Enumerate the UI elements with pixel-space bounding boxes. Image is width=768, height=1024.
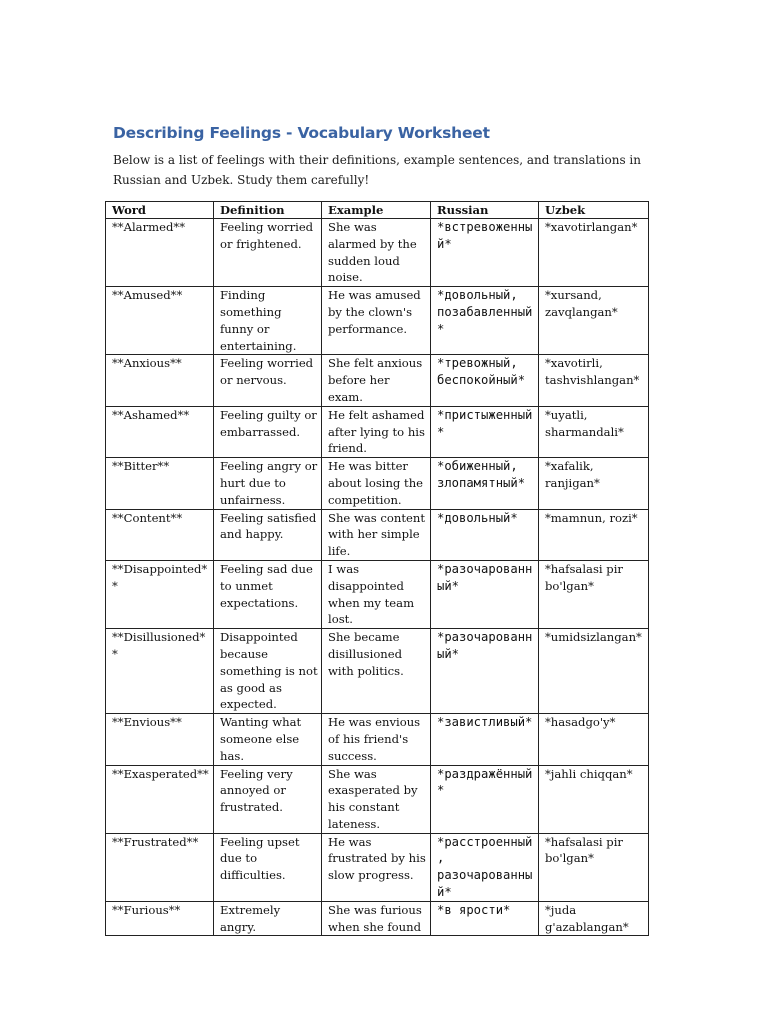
- example-cell: She was furious when she found: [322, 901, 431, 936]
- table-row: [106, 509, 649, 560]
- definition-cell: Feeling satisfied and happy.: [214, 509, 322, 560]
- uzbek-cell: *hafsalasi pir bo'lgan*: [539, 833, 649, 901]
- word-cell: **Alarmed**: [106, 219, 214, 287]
- example-cell: He felt ashamed after lying to his friend.: [322, 406, 431, 457]
- word-cell: **Anxious**: [106, 355, 214, 406]
- table-row: [106, 765, 649, 833]
- example-cell: He was envious of his friend's success.: [322, 714, 431, 765]
- russian-cell: *довольный, позабавленный*: [431, 287, 539, 355]
- header-russian: Russian: [431, 202, 539, 219]
- definition-cell: Disappointed because something is not as good as expected.: [214, 629, 322, 714]
- uzbek-cell: *hafsalasi pir bo'lgan*: [539, 560, 649, 628]
- worksheet-title: Describing Feelings - Vocabulary Worksheet: [113, 124, 490, 142]
- definition-cell: Feeling worried or nervous.: [214, 355, 322, 406]
- intro-text: Below is a list of feelings with their definitions, example sentences, and translations in Russian and Uzbek. Study them carefully!: [113, 153, 641, 187]
- definition-cell: Feeling very annoyed or frustrated.: [214, 765, 322, 833]
- example-cell: She became disillusioned with politics.: [322, 629, 431, 714]
- example-cell: She was exasperated by his constant lateness.: [322, 765, 431, 833]
- table-row: [106, 355, 649, 406]
- russian-cell: *разочарованный*: [431, 629, 539, 714]
- definition-cell: Feeling guilty or embarrassed.: [214, 406, 322, 457]
- uzbek-cell: *hasadgo'y*: [539, 714, 649, 765]
- uzbek-cell: *xursand, zavqlangan*: [539, 287, 649, 355]
- russian-cell: *раздражённый*: [431, 765, 539, 833]
- russian-cell: *в ярости*: [431, 901, 539, 936]
- russian-cell: *встревоженный*: [431, 219, 539, 287]
- word-cell: **Disillusioned**: [106, 629, 214, 714]
- example-cell: She was alarmed by the sudden loud noise.: [322, 219, 431, 287]
- header-uzbek: Uzbek: [539, 202, 649, 219]
- uzbek-cell: *jahli chiqqan*: [539, 765, 649, 833]
- definition-cell: Feeling sad due to unmet expectations.: [214, 560, 322, 628]
- russian-cell: *разочарованный*: [431, 560, 539, 628]
- header-word: Word: [106, 202, 214, 219]
- word-cell: **Content**: [106, 509, 214, 560]
- example-cell: She felt anxious before her exam.: [322, 355, 431, 406]
- word-cell: **Furious**: [106, 901, 214, 936]
- russian-cell: *завистливый*: [431, 714, 539, 765]
- example-cell: He was frustrated by his slow progress.: [322, 833, 431, 901]
- uzbek-cell: *umidsizlangan*: [539, 629, 649, 714]
- word-cell: **Bitter**: [106, 458, 214, 509]
- word-cell: **Disappointed**: [106, 560, 214, 628]
- russian-cell: *тревожный, беспокойный*: [431, 355, 539, 406]
- russian-cell: *обиженный, злопамятный*: [431, 458, 539, 509]
- definition-cell: Wanting what someone else has.: [214, 714, 322, 765]
- header-example: Example: [322, 202, 431, 219]
- uzbek-cell: *xavotirli, tashvishlangan*: [539, 355, 649, 406]
- russian-cell: *расстроенный, разочарованный*: [431, 833, 539, 901]
- word-cell: **Amused**: [106, 287, 214, 355]
- definition-cell: Feeling worried or frightened.: [214, 219, 322, 287]
- table-row: [106, 629, 649, 714]
- word-cell: **Envious**: [106, 714, 214, 765]
- example-cell: He was amused by the clown's performance.: [322, 287, 431, 355]
- example-cell: He was bitter about losing the competition.: [322, 458, 431, 509]
- uzbek-cell: *uyatli, sharmandali*: [539, 406, 649, 457]
- table-row: [106, 560, 649, 628]
- uzbek-cell: *xafalik, ranjigan*: [539, 458, 649, 509]
- russian-cell: *пристыженный*: [431, 406, 539, 457]
- word-cell: **Exasperated**: [106, 765, 214, 833]
- definition-cell: Feeling angry or hurt due to unfairness.: [214, 458, 322, 509]
- uzbek-cell: *juda g'azablangan*: [539, 901, 649, 936]
- definition-cell: Finding something funny or entertaining.: [214, 287, 322, 355]
- table-row: [106, 833, 649, 901]
- table-header-row: [106, 202, 649, 219]
- table-row: [106, 714, 649, 765]
- definition-cell: Feeling upset due to difficulties.: [214, 833, 322, 901]
- table-row: [106, 219, 649, 287]
- table-row: [106, 901, 649, 936]
- russian-cell: *довольный*: [431, 509, 539, 560]
- uzbek-cell: *mamnun, rozi*: [539, 509, 649, 560]
- header-definition: Definition: [214, 202, 322, 219]
- uzbek-cell: *xavotirlangan*: [539, 219, 649, 287]
- word-cell: **Frustrated**: [106, 833, 214, 901]
- table-row: [106, 287, 649, 355]
- vocabulary-table: [105, 201, 649, 936]
- definition-cell: Extremely angry.: [214, 901, 322, 936]
- example-cell: I was disappointed when my team lost.: [322, 560, 431, 628]
- example-cell: She was content with her simple life.: [322, 509, 431, 560]
- table-row: [106, 458, 649, 509]
- word-cell: **Ashamed**: [106, 406, 214, 457]
- table-row: [106, 406, 649, 457]
